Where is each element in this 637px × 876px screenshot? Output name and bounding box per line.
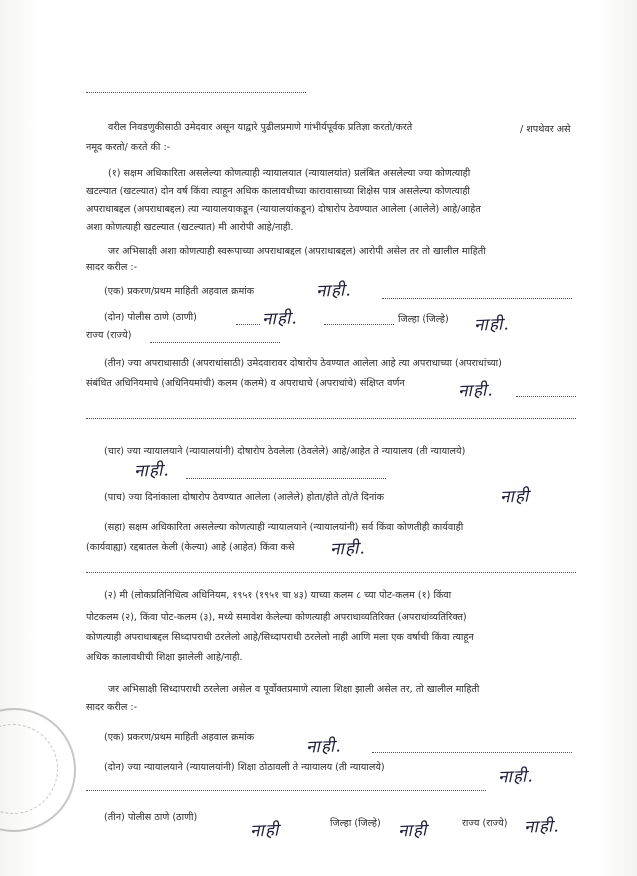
- item-b-label: (दोन) पोलीस ठाणे (ठाणी): [104, 312, 197, 323]
- item-c-line-2: संबंधित अधिनियमाचे (अधिनियमांची) कलम (कलमे) व अपराधाचे (अपराधांचे) संक्षिप्त वर्णन: [86, 378, 405, 389]
- section1-line-4: अशा कोणत्याही खटल्यात (खटल्यात) मी आरोपी आहे/नाही.: [86, 222, 294, 233]
- item-d-dots: [186, 478, 386, 479]
- item-f-line-1: (सहा) सक्षम अधिकारिता असलेल्या कोणत्याही न्यायालयाने (न्यायालयांनी) सर्व किंवा कोणतीही कार्यवाही: [104, 522, 464, 533]
- item-i-value: नाही: [249, 820, 280, 842]
- item-d-line-1: (चार) ज्या न्यायालयाने (न्यायालयांनी) दोषारोप ठेवलेला (ठेवलेले) आहे/आहेत ते न्यायालय (ती न्यायालये): [104, 446, 466, 457]
- top-dotted-line: [86, 92, 306, 93]
- intro-line-2: नमूद करतो/ करते की :-: [86, 142, 171, 153]
- section1-line-3: अपराधाबद्दल (अपराधाबद्दल) त्या न्यायालयाकडून (न्यायालयांकडून) दोषारोप ठेवण्यात आलेला (आलेले) आहे/आहेत: [86, 204, 481, 215]
- item-b-dots-2: [324, 324, 394, 325]
- item-b-district-label: जिल्हा (जिल्हे): [398, 314, 449, 325]
- section1-line-2: खटल्यात (खटल्यात) दोन वर्ष किंवा त्याहून अधिक कालावधीच्या कारावासाच्या शिक्षेस पात्र असलेल्या कोणत्याही: [86, 186, 470, 197]
- item-h-label: (दोन) ज्या न्यायालयाने (न्यायालयांनी) शिक्षा ठोठावली ते न्यायालय (ती न्यायालये): [104, 762, 385, 773]
- item-b-dots-1: [236, 324, 260, 325]
- intro-line-1: वरील निवडणुकीसाठी उमेदवार असून याद्वारे पुढीलप्रमाणे गांभीर्यपूर्वक प्रतिज्ञा करतो/करते: [108, 122, 413, 133]
- section2-line-3: कोणत्याही अपराधाबद्दल सिध्दापराधी ठरलेलो आहे/सिध्दापराधी ठरलेलो नाही आणि मला एक वर्षाची किंवा त्याहून: [86, 632, 474, 643]
- item-c-value: नाही.: [457, 380, 495, 402]
- item-g-dots: [372, 752, 572, 753]
- item-i-label: (तीन) पोलीस ठाणे (ठाणी): [104, 812, 198, 823]
- official-stamp: [0, 708, 76, 832]
- item-f-dots: [86, 572, 576, 573]
- stamp-inner-ring: [0, 724, 58, 814]
- intro-line-1-suffix: / शपथेवर असे: [520, 124, 571, 135]
- section2-line-2: पोटकलम (२), किंवा पोट-कलम (३), मध्ये समावेश केलेल्या कोणत्याही अपराधाव्यतिरिक्त (अपराधांव्यतिरिक्त): [86, 612, 467, 623]
- section2-line-4: अधिक कालावधीची शिक्षा झालेली आहे/नाही.: [86, 652, 243, 663]
- item-d-value: नाही.: [133, 460, 171, 482]
- section2-condition-line-1: जर अभिसाक्षी सिध्दापराधी ठरलेला असेल व पूर्वोक्तप्रमाणे त्याला शिक्षा झाली असेल तर, तो खालील माहिती: [108, 684, 480, 695]
- item-g-label: (एक) प्रकरण/प्रथम माहिती अहवाल क्रमांक: [104, 732, 255, 743]
- section1-condition-line-1: जर अभिसाक्षी अशा कोणत्याही स्वरूपाच्या अपराधाबद्दल (अपराधाबद्दल) आरोपी असेल तर तो खालील माहिती: [108, 246, 486, 257]
- section2-line-1: (२) मी (लोकप्रतिनिधित्व अधिनियम, १९५१ (१९५१ चा ४३) याच्या कलम ८ च्या पोट-कलम (१) किंवा: [104, 590, 452, 601]
- item-c-dots-1: [516, 396, 576, 397]
- section2-condition-line-2: सादर करील :-: [86, 702, 138, 713]
- item-f-line-2: (कार्यवाह्या) रद्दबातल केली (केल्या) आहे (आहेत) किंवा कसे: [86, 542, 295, 553]
- item-i-state-label: राज्य (राज्ये): [462, 818, 508, 829]
- section1-condition-line-2: सादर करील :-: [86, 262, 138, 273]
- item-h-value: नाही.: [497, 766, 535, 788]
- section1-line-1: (१) सक्षम अधिकारिता असलेल्या कोणत्याही न्यायालयात (न्यायालयांत) प्रलंबित असलेल्या ज्या कोणत्याही: [108, 168, 471, 179]
- item-i-district-value: नाही: [397, 820, 428, 842]
- item-e-value: नाही: [499, 486, 530, 508]
- item-c-line-1: (तीन) ज्या अपराधासाठी (अपराधांसाठी) उमेदवारावर दोषारोप ठेवण्यात आलेला आहे त्या अपराधाच्या (अपराधांच्या): [104, 358, 502, 369]
- item-g-value: नाही.: [305, 736, 343, 758]
- item-a-dots: [382, 298, 572, 299]
- item-b-state-label: राज्य (राज्ये): [86, 330, 132, 341]
- item-c-dots-2: [86, 418, 576, 419]
- item-i-state-value: नाही.: [523, 816, 561, 838]
- item-a-label: (एक) प्रकरण/प्रथम माहिती अहवाल क्रमांक: [104, 286, 255, 297]
- item-b-state-dots: [150, 342, 280, 343]
- item-f-value: नाही.: [329, 538, 367, 560]
- item-h-dots: [86, 790, 486, 791]
- item-i-district-label: जिल्हा (जिल्हे): [330, 818, 381, 829]
- item-b-district-value: नाही.: [473, 314, 511, 336]
- item-a-value: नाही.: [315, 280, 353, 302]
- item-e-label: (पाच) ज्या दिनांकाला दोषारोप ठेवण्यात आलेला (आलेले) होता/होते तो/ते दिनांक: [104, 492, 384, 503]
- item-b-value: नाही.: [261, 308, 299, 330]
